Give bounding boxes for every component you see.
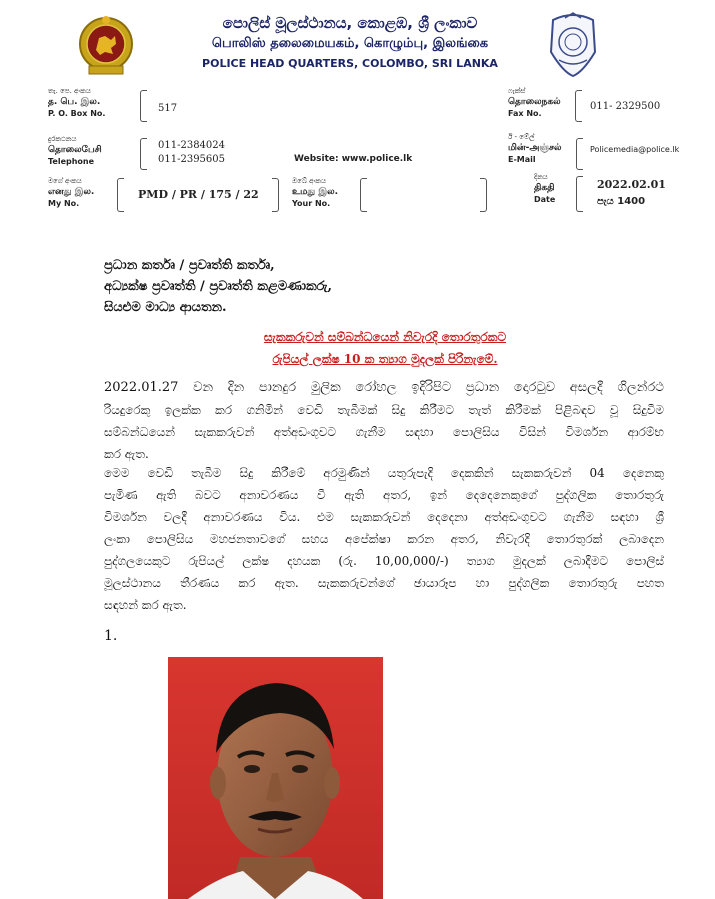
fax-value: 011- 2329500: [590, 101, 661, 112]
sri-lanka-emblem-logo: [75, 14, 137, 78]
po-box-bracket: [140, 90, 147, 122]
fax-label-ta: தொலைநகல்: [508, 97, 561, 107]
my-no-label-ta: எனது இல.: [48, 187, 95, 197]
org-name-tamil: பொலிஸ் தலைமையகம், கொழும்பு, இலங்கை: [211, 36, 489, 51]
po-box-label-ta: த. பெ. இல.: [48, 97, 101, 107]
paragraph-line: සඳහන් කර ඇත.: [104, 598, 187, 612]
telephone-value-1: 011-2384024: [158, 140, 226, 151]
your-no-label-ta: உமது இல.: [292, 187, 338, 197]
subject-block: [150, 326, 620, 370]
date-field: [534, 172, 555, 205]
police-crest-logo: [543, 12, 603, 78]
recipient-line: ප්‍රධාන කර්තෘ / ප්‍රවෘත්ති කර්තෘ,: [104, 258, 275, 273]
paragraph-line: පැමිණ ඇති බවට අනාවරණය වී ඇති අතර, ඉන් දෙදෙනෙකුගේ පුද්ගලික තොරතුරු: [104, 488, 664, 502]
my-no-value: PMD / PR / 175 / 22: [138, 188, 259, 201]
my-no-label-si: මගේ අංකය: [48, 177, 82, 185]
fax-bracket: [575, 90, 582, 122]
subject-line: රුපියල් ලක්ෂ 10 ක ත්‍යාග මුදලක් පිරිනැමේ.: [272, 352, 498, 366]
item-number: 1.: [104, 628, 118, 644]
your-no-bracket-left: [360, 178, 367, 212]
date-value: 2022.02.01: [597, 178, 666, 191]
recipient-line: සියළුම මාධ්‍ය ආයතන.: [104, 300, 227, 315]
email-bracket: [576, 138, 583, 170]
fax-label-en: Fax No.: [508, 109, 542, 118]
org-name-english: POLICE HEAD QUARTERS, COLOMBO, SRI LANKA: [202, 57, 498, 70]
my-no-field: [48, 176, 94, 209]
telephone-field: [48, 134, 102, 167]
paragraph-line: ලංකා පොලිසිය මහජනතාවගේ සහය අපේක්ෂා කරන අතර, නිවැරදි තොරතුරක් ලබාදෙන: [104, 532, 664, 546]
subject-line: සැකකරුවන් සම්බන්ධයෙන් නිවැරදි තොරතුරකට: [263, 330, 507, 344]
your-no-label-si: ඔබේ අංකය: [292, 177, 326, 185]
telephone-value-2: 011-2395605: [158, 154, 226, 165]
my-no-label-en: My No.: [48, 199, 80, 208]
fax-label-si: ෆැක්ස්: [508, 87, 526, 95]
paragraph-line: 2022.01.27 වන දින පානදුර මුලික රෝහල ඉදිරිපිට ප්‍රධාන දොරටුව අසලදී ගිලන්රථ: [104, 380, 664, 395]
po-box-field: [48, 86, 105, 119]
website-text: Website: www.police.lk: [294, 154, 413, 164]
your-no-label-en: Your No.: [292, 199, 331, 208]
recipients-block: [104, 255, 332, 318]
date-label-ta: திகதி: [534, 183, 555, 193]
paragraph-line: කර ඇත.: [104, 447, 149, 461]
date-time: පැය 1400: [597, 196, 646, 207]
po-box-label-si: තැ. පෙ. අංකය: [48, 87, 91, 95]
email-field: [508, 132, 561, 165]
your-no-bracket-right: [480, 178, 487, 212]
your-no-field: [292, 176, 338, 209]
paragraph-line: විමර්ශන වලදී අනාවරණය විය. එම සැකකරුවන් දෙදෙනා අත්අඩංගුවට ගැනීම සඳහා ශ්‍රී: [104, 510, 664, 524]
email-label-si: ඊ - මේල්: [508, 133, 535, 141]
org-name-sinhala: පොලිස් මූලස්ථානය, කොළඹ, ශ්‍රී ලංකාව: [222, 14, 478, 32]
date-bracket: [576, 176, 583, 212]
email-label-ta: மின்-அஞ்சல்: [508, 143, 562, 153]
paragraph-line: සම්බන්ධයෙන් සැකකරුවන් අත්අඩංගුවට ගැනීම සඳහා පොලිසිය විසින් විමර්ශන ආරම්භ: [104, 425, 664, 439]
suspect-photo: [168, 657, 383, 899]
recipient-line: අධ්‍යක්ෂ ප්‍රවෘත්ති / ප්‍රවෘත්ති කළමණාකරු,: [104, 279, 333, 294]
paragraph-2: [104, 462, 664, 616]
fax-field: [508, 86, 561, 119]
telephone-label-ta: தொலைபேசி: [48, 145, 102, 155]
telephone-label-si: දුරකථනය: [48, 135, 77, 143]
telephone-bracket: [140, 138, 147, 170]
date-label-en: Date: [534, 195, 556, 204]
paragraph-line: රියදුරෙකු ඉලක්ක කර ගනිමින් වෙඩි තැබීමක් සිදු කිරීමට තැත් කිරීමක් පිළිබඳව වූ සිදුවීම: [104, 403, 664, 417]
telephone-label-en: Telephone: [48, 157, 95, 166]
date-label-si: දිනය: [534, 173, 548, 181]
email-label-en: E-Mail: [508, 155, 536, 164]
po-box-value: 517: [158, 103, 178, 114]
my-no-bracket-right: [272, 178, 279, 212]
paragraph-line: පුද්ගලයෙකුට රුපියල් ලක්ෂ දහයක (රු. 10,00,000/-) ත්‍යාග මුදලක් ලබාදීමට පොලිස්: [104, 554, 664, 568]
po-box-label-en: P. O. Box No.: [48, 109, 106, 118]
paragraph-line: මෙම වෙඩි තැබීම සිදු කිරීමේ අරමුණින් යතුරුපැදි දෙකකින් සැකකරුවන් 04 දෙනෙකු: [104, 466, 664, 480]
paragraph-line: මූලස්ථානය තීරණය කර ඇත. සැකකරුවන්ගේ ඡායාරූප හා පුද්ගලික තොරතුරු පහත: [104, 576, 664, 590]
my-no-bracket-left: [117, 178, 124, 212]
paragraph-1: [104, 377, 664, 465]
email-value: Policemedia@police.lk: [590, 145, 680, 154]
